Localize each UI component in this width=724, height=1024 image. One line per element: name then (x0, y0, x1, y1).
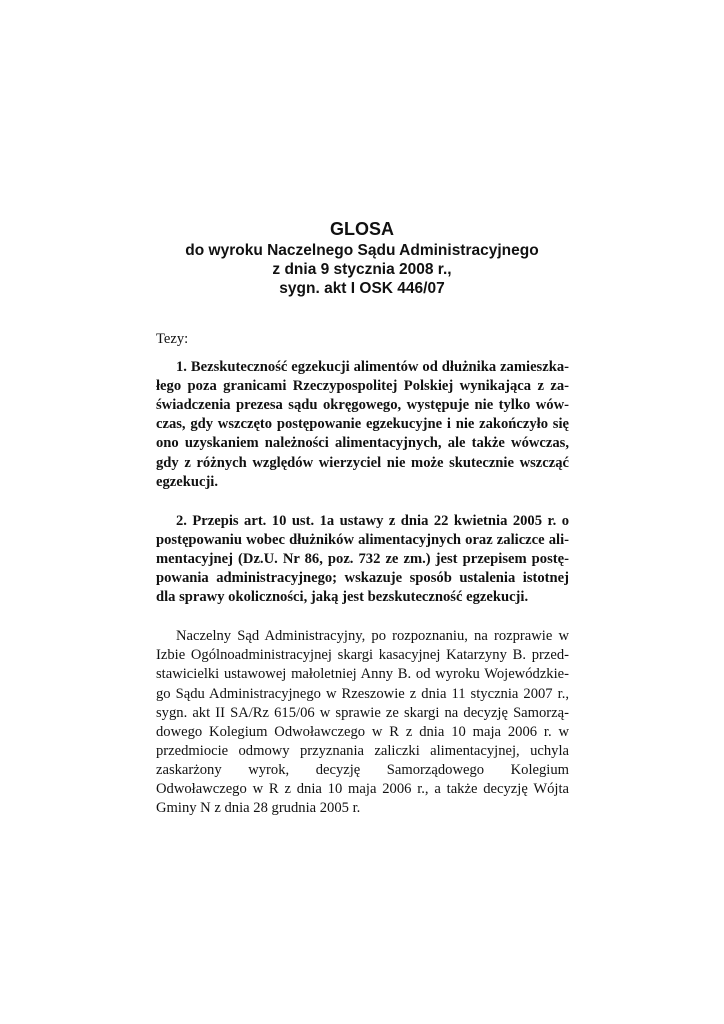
document-body (156, 330, 569, 818)
thesis-1: 1. Bezskuteczność egzekucji alimentów od dłużnika zamieszkałego poza granicami Rzeczypospolitej Polskiej wynikająca z zaświadczenia prezesa sądu okręgowego, występuje nie tylko wówczas, gdy wszczęto postępowanie egzekucyjne i nie zakończyło się ono uzyskaniem należności alimentacyjnych, ale także wówczas, gdy z różnych względów wierzyciel nie może skutecznie wszcząć egzekucji. (156, 359, 569, 490)
theses-label: Tezy: (156, 331, 189, 347)
subtitle-line-2: z dnia 9 stycznia 2008 r., (272, 261, 452, 278)
document-header (130, 218, 594, 298)
thesis-2: 2. Przepis art. 10 ust. 1a ustawy z dnia 22 kwietnia 2005 r. o postępowaniu wobec dłużników alimentacyjnych oraz zaliczce alimentacyjnej (Dz.U. Nr 86, poz. 732 ze zm.) jest przepisem postępowania administracyjnego; wskazuje sposób ustalenia istotnej dla sprawy okoliczności, jaką jest bezskuteczność egzekucji. (156, 512, 569, 606)
subtitle-line-1: do wyroku Naczelnego Sądu Administracyjnego (185, 242, 539, 259)
subtitle-line-3: sygn. akt I OSK 446/07 (279, 280, 445, 297)
document-title: GLOSA (329, 219, 394, 239)
verdict-paragraph: Naczelny Sąd Administracyjny, po rozpoznaniu, na rozprawie w Izbie Ogólnoadministracyjnej skargi kasacyjnej Katarzyny B. przedstawicielki ustawowej małoletniej Anny B. od wyroku Wojewódzkiego Sądu Administracyjnego w Rzeszowie z dnia 11 stycznia 2007 r., sygn. akt II SA/Rz 615/06 w sprawie ze skargi na decyzję Samorządowego Kolegium Odwoławczego w R z dnia 10 maja 2006 r. w przedmiocie odmowy przyznania zaliczki alimentacyjnej, uchyla zaskarżony wyrok, decyzję Samorządowego Kolegium Odwoławczego w R z dnia 10 maja 2006 r., a także decyzję Wójta Gminy N z dnia 28 grudnia 2005 r. (156, 628, 569, 817)
